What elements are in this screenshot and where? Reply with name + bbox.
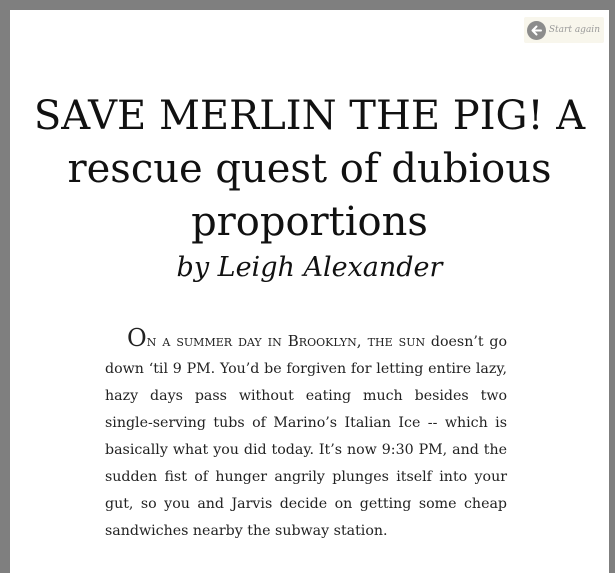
arrow-left-icon	[527, 21, 546, 40]
start-again-label: Start again	[548, 25, 600, 35]
opening-smallcaps: n a summer day in Brooklyn, the sun	[146, 332, 426, 350]
opening-phrase	[127, 324, 426, 352]
paragraph-text: doesn’t go down ‘til 9 PM. You’d be forgiven for letting entire lazy, hazy days pass without eating much besides two single-serving tubs of Marino’s Italian Ice -- which is basically what you did today. It’s now 9:30 PM, and the sudden fist of hunger angrily plunges itself into your gut, so you and Jarvis decide on getting some cheap sandwiches nearby the subway station.	[105, 334, 507, 539]
story-paragraph	[105, 324, 507, 545]
story-title: SAVE MERLIN THE PIG! A rescue quest of dubious proportions	[33, 93, 586, 245]
story-byline: by Leigh Alexander	[176, 252, 443, 283]
start-again-button[interactable]	[524, 17, 604, 43]
opening-initial: O	[127, 324, 147, 352]
story-page	[10, 10, 609, 573]
